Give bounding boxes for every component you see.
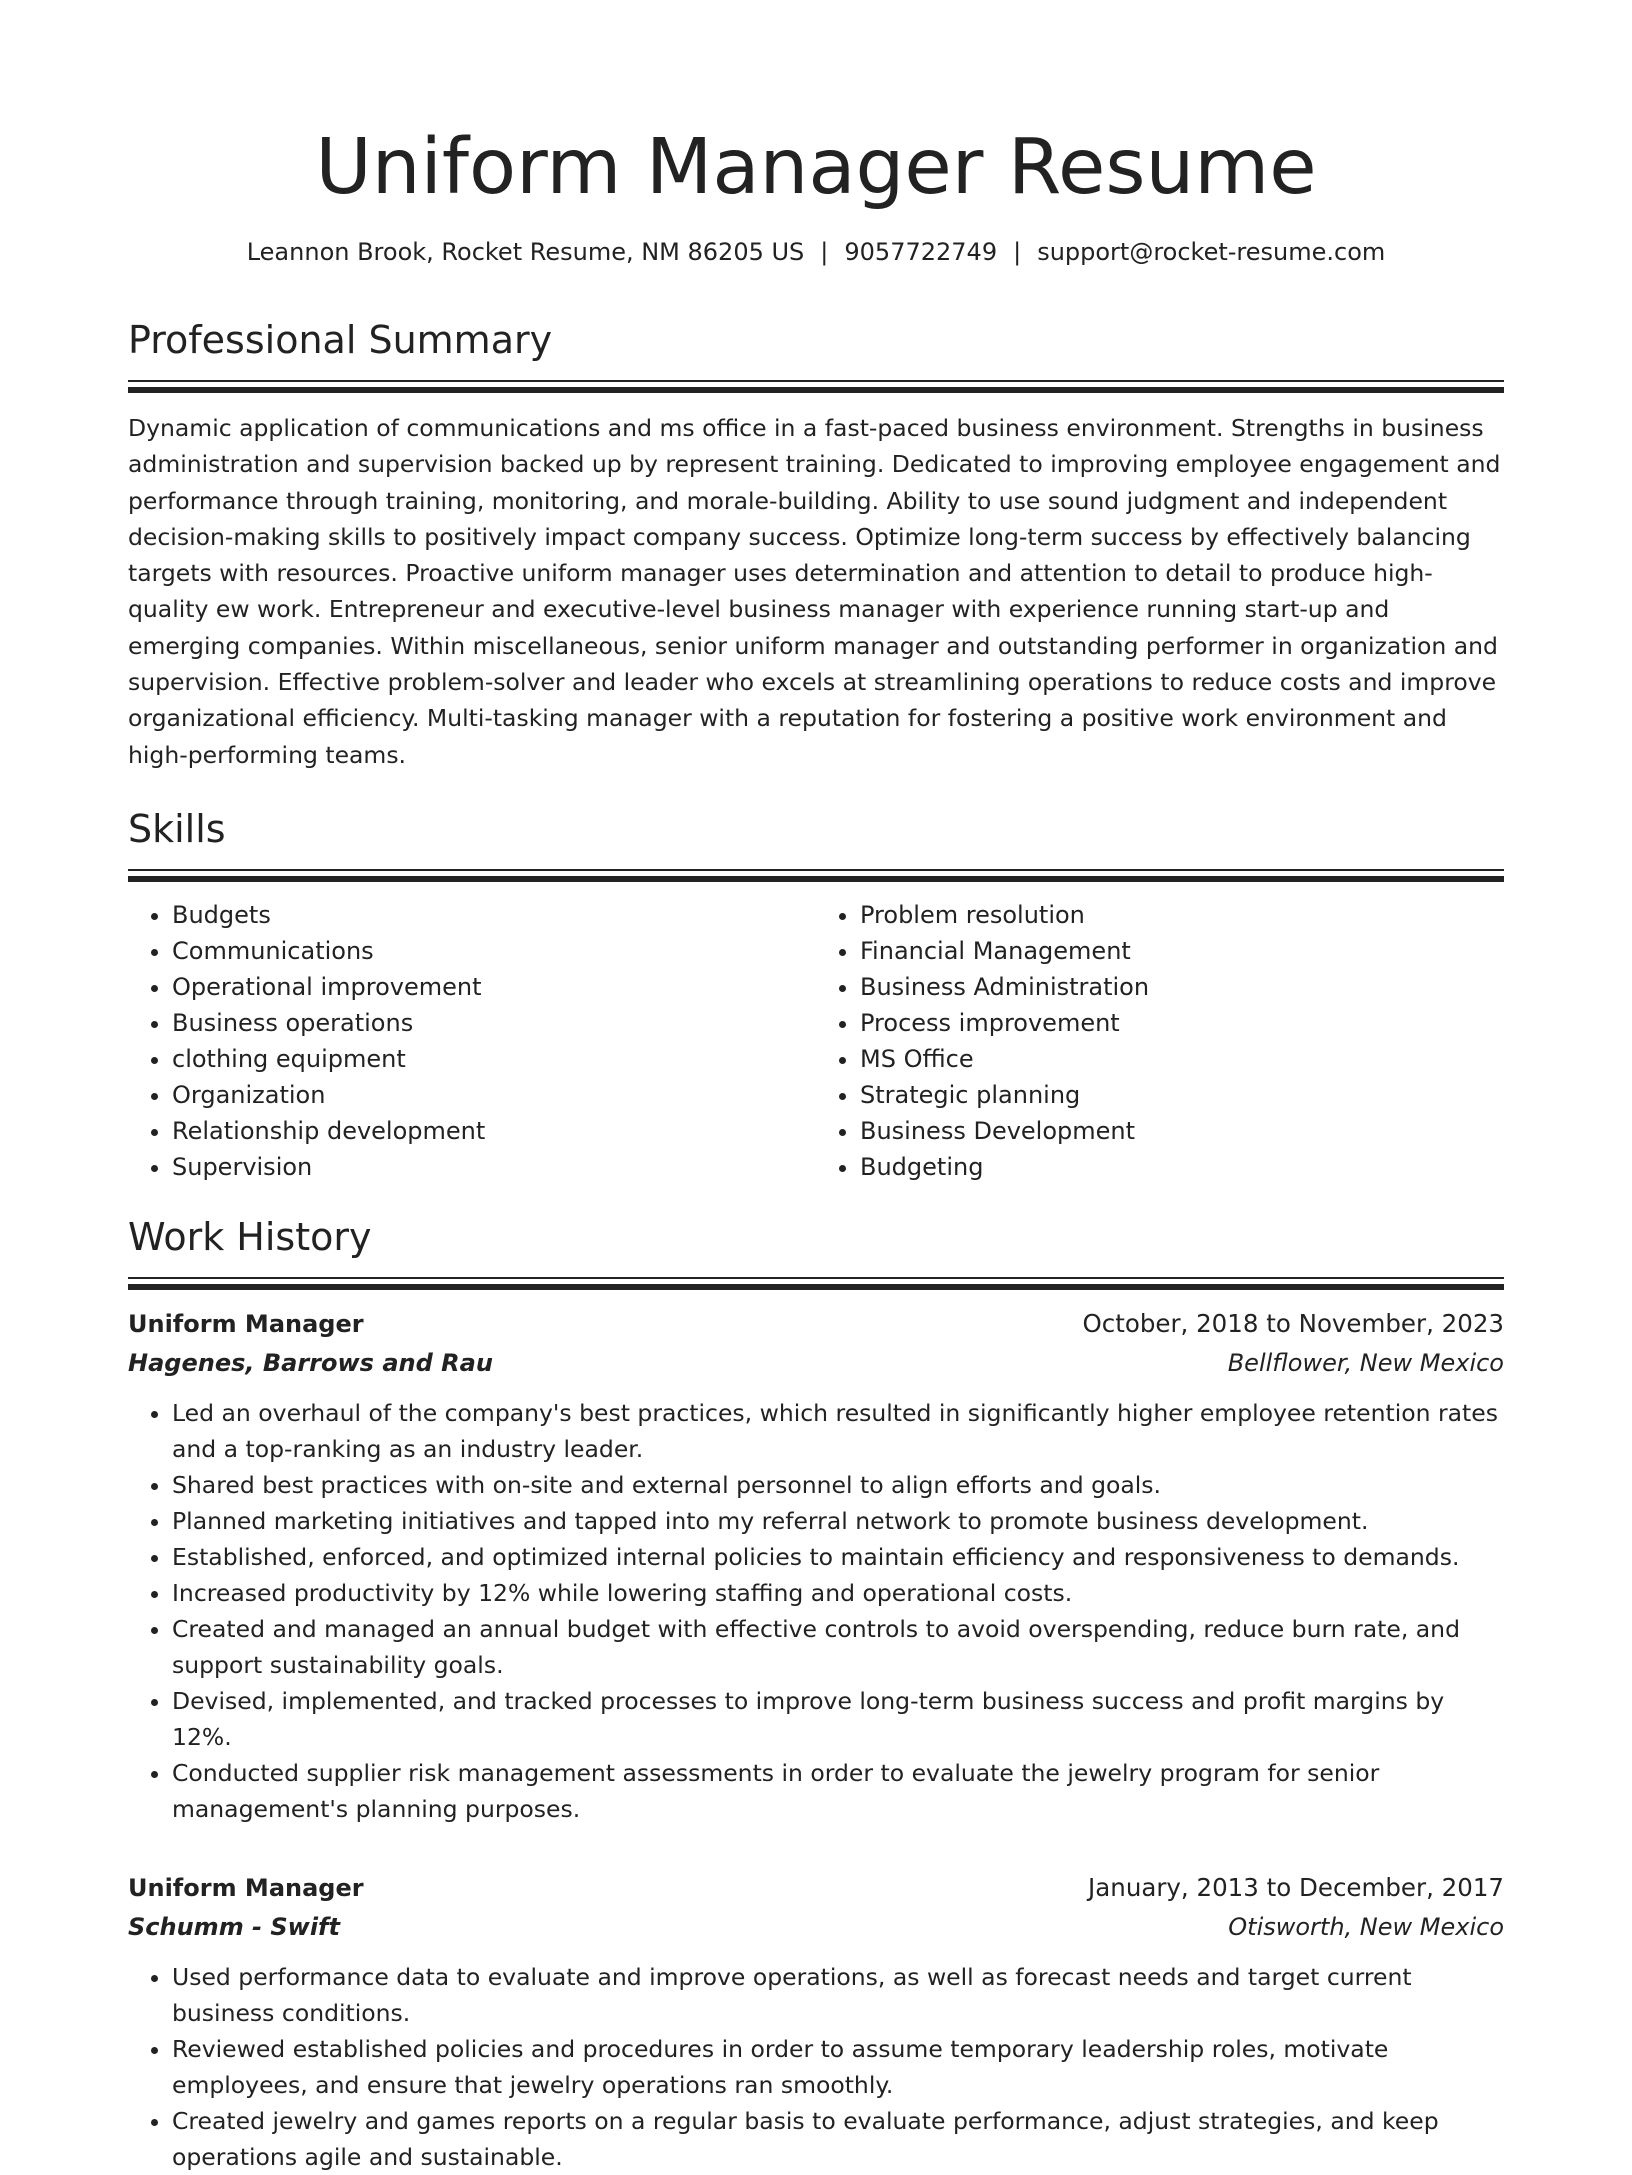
resume-page: [128, 0, 1504, 2175]
job-bullet: • Reviewed established policies and procedures in order to assume temporary leadership roles, motivate employees, and ensure that jewelry operations ran smoothly.: [172, 2031, 1504, 2103]
job-company: Schumm - Swift: [128, 1912, 340, 1941]
section-heading-work: Work History: [128, 1214, 372, 1259]
section-divider: [128, 869, 1504, 879]
job-company-row: [128, 1907, 1504, 1947]
skill-item: • Business Development: [860, 1113, 1504, 1149]
skill-item: • Process improvement: [860, 1005, 1504, 1041]
job-dates: October, 2018 to November, 2023: [1082, 1308, 1504, 1338]
job-company-row: [128, 1343, 1504, 1383]
section-divider: [128, 1277, 1504, 1287]
skill-item: • Strategic planning: [860, 1077, 1504, 1113]
job-bullet: • Created jewelry and games reports on a regular basis to evaluate performance, adjust strategies, and keep operations agile and sustainable.: [172, 2103, 1504, 2175]
job-location: Bellflower, New Mexico: [1227, 1348, 1504, 1377]
job-location: Otisworth, New Mexico: [1228, 1912, 1504, 1941]
job-header-row: [128, 1869, 1504, 1907]
job-bullet-list: [128, 1395, 1504, 1827]
job-bullet: • Shared best practices with on-site and external personnel to align efforts and goals.: [172, 1467, 1504, 1503]
job-entry: [128, 1869, 1504, 2175]
skill-item: • clothing equipment: [172, 1041, 816, 1077]
skill-item: • Communications: [172, 933, 816, 969]
skill-item: • Budgets: [172, 897, 816, 933]
job-bullet: • Led an overhaul of the company's best practices, which resulted in significantly higher employee retention rates and a top-ranking as an industry leader.: [172, 1395, 1504, 1467]
skill-item: • Organization: [172, 1077, 816, 1113]
job-bullet: • Devised, implemented, and tracked processes to improve long-term business success and profit margins by 12%.: [172, 1683, 1504, 1755]
contact-separator: |: [820, 238, 829, 266]
skill-item: • Supervision: [172, 1149, 816, 1185]
job-bullet: • Conducted supplier risk management assessments in order to evaluate the jewelry program for senior management's planning purposes.: [172, 1755, 1504, 1827]
skill-item: • Operational improvement: [172, 969, 816, 1005]
job-bullet: • Established, enforced, and optimized internal policies to maintain efficiency and responsiveness to demands.: [172, 1539, 1504, 1575]
skill-item: • Financial Management: [860, 933, 1504, 969]
job-title: Uniform Manager: [128, 1309, 364, 1338]
job-company: Hagenes, Barrows and Rau: [128, 1348, 493, 1377]
work-history-section: [128, 1211, 1504, 2175]
resume-title: Uniform Manager Resume: [315, 123, 1317, 212]
skill-item: • Business Administration: [860, 969, 1504, 1005]
job-bullet: • Used performance data to evaluate and improve operations, as well as forecast needs and target current business conditions.: [172, 1959, 1504, 2031]
job-entry: [128, 1305, 1504, 1827]
skill-item: • Budgeting: [860, 1149, 1504, 1185]
contact-separator: |: [1013, 238, 1022, 266]
section-divider: [128, 380, 1504, 390]
skills-section: [128, 803, 1504, 1185]
skills-grid: [128, 897, 1504, 1185]
skill-item: • Problem resolution: [860, 897, 1504, 933]
skills-column-right: [816, 897, 1504, 1185]
contact-email: support@rocket-resume.com: [1037, 238, 1386, 266]
job-bullet: • Increased productivity by 12% while lowering staffing and operational costs.: [172, 1575, 1504, 1611]
skills-column-left: [128, 897, 816, 1185]
job-bullet: • Created and managed an annual budget with effective controls to avoid overspending, reduce burn rate, and support sustainability goals.: [172, 1611, 1504, 1683]
job-bullet: • Planned marketing initiatives and tapped into my referral network to promote business development.: [172, 1503, 1504, 1539]
skill-item: • Business operations: [172, 1005, 816, 1041]
skill-item: • Relationship development: [172, 1113, 816, 1149]
job-bullet-list: [128, 1959, 1504, 2175]
section-heading-skills: Skills: [128, 806, 226, 851]
job-header-row: [128, 1305, 1504, 1343]
job-title: Uniform Manager: [128, 1873, 364, 1902]
section-heading-summary: Professional Summary: [128, 318, 553, 362]
job-dates: January, 2013 to December, 2017: [1088, 1872, 1504, 1902]
contact-line: [128, 234, 1504, 270]
professional-summary-section: [128, 314, 1504, 773]
contact-phone: 9057722749: [844, 238, 998, 266]
skill-item: • MS Office: [860, 1041, 1504, 1077]
summary-paragraph: Dynamic application of communications and ms office in a fast-paced business environment. Strengths in business administration and supervision backed up by represent training. Dedicated to improving employee engagement and performance through training, monitoring, and morale-building. Ability to use sound judgment and independent decision-making skills to positively impact company success. Optimize long-term success by effectively balancing targets with resources. Proactive uniform manager uses determination and attention to detail to produce high-quality ew work. Entrepreneur and executive-level business manager with experience running start-up and emerging companies. Within miscellaneous, senior uniform manager and outstanding performer in organization and supervision. Effective problem-solver and leader who excels at streamlining operations to reduce costs and improve organizational efficiency. Multi-tasking manager with a reputation for fostering a positive work environment and high-performing teams.: [128, 414, 1501, 769]
contact-address: Leannon Brook, Rocket Resume, NM 86205 US: [246, 238, 805, 266]
